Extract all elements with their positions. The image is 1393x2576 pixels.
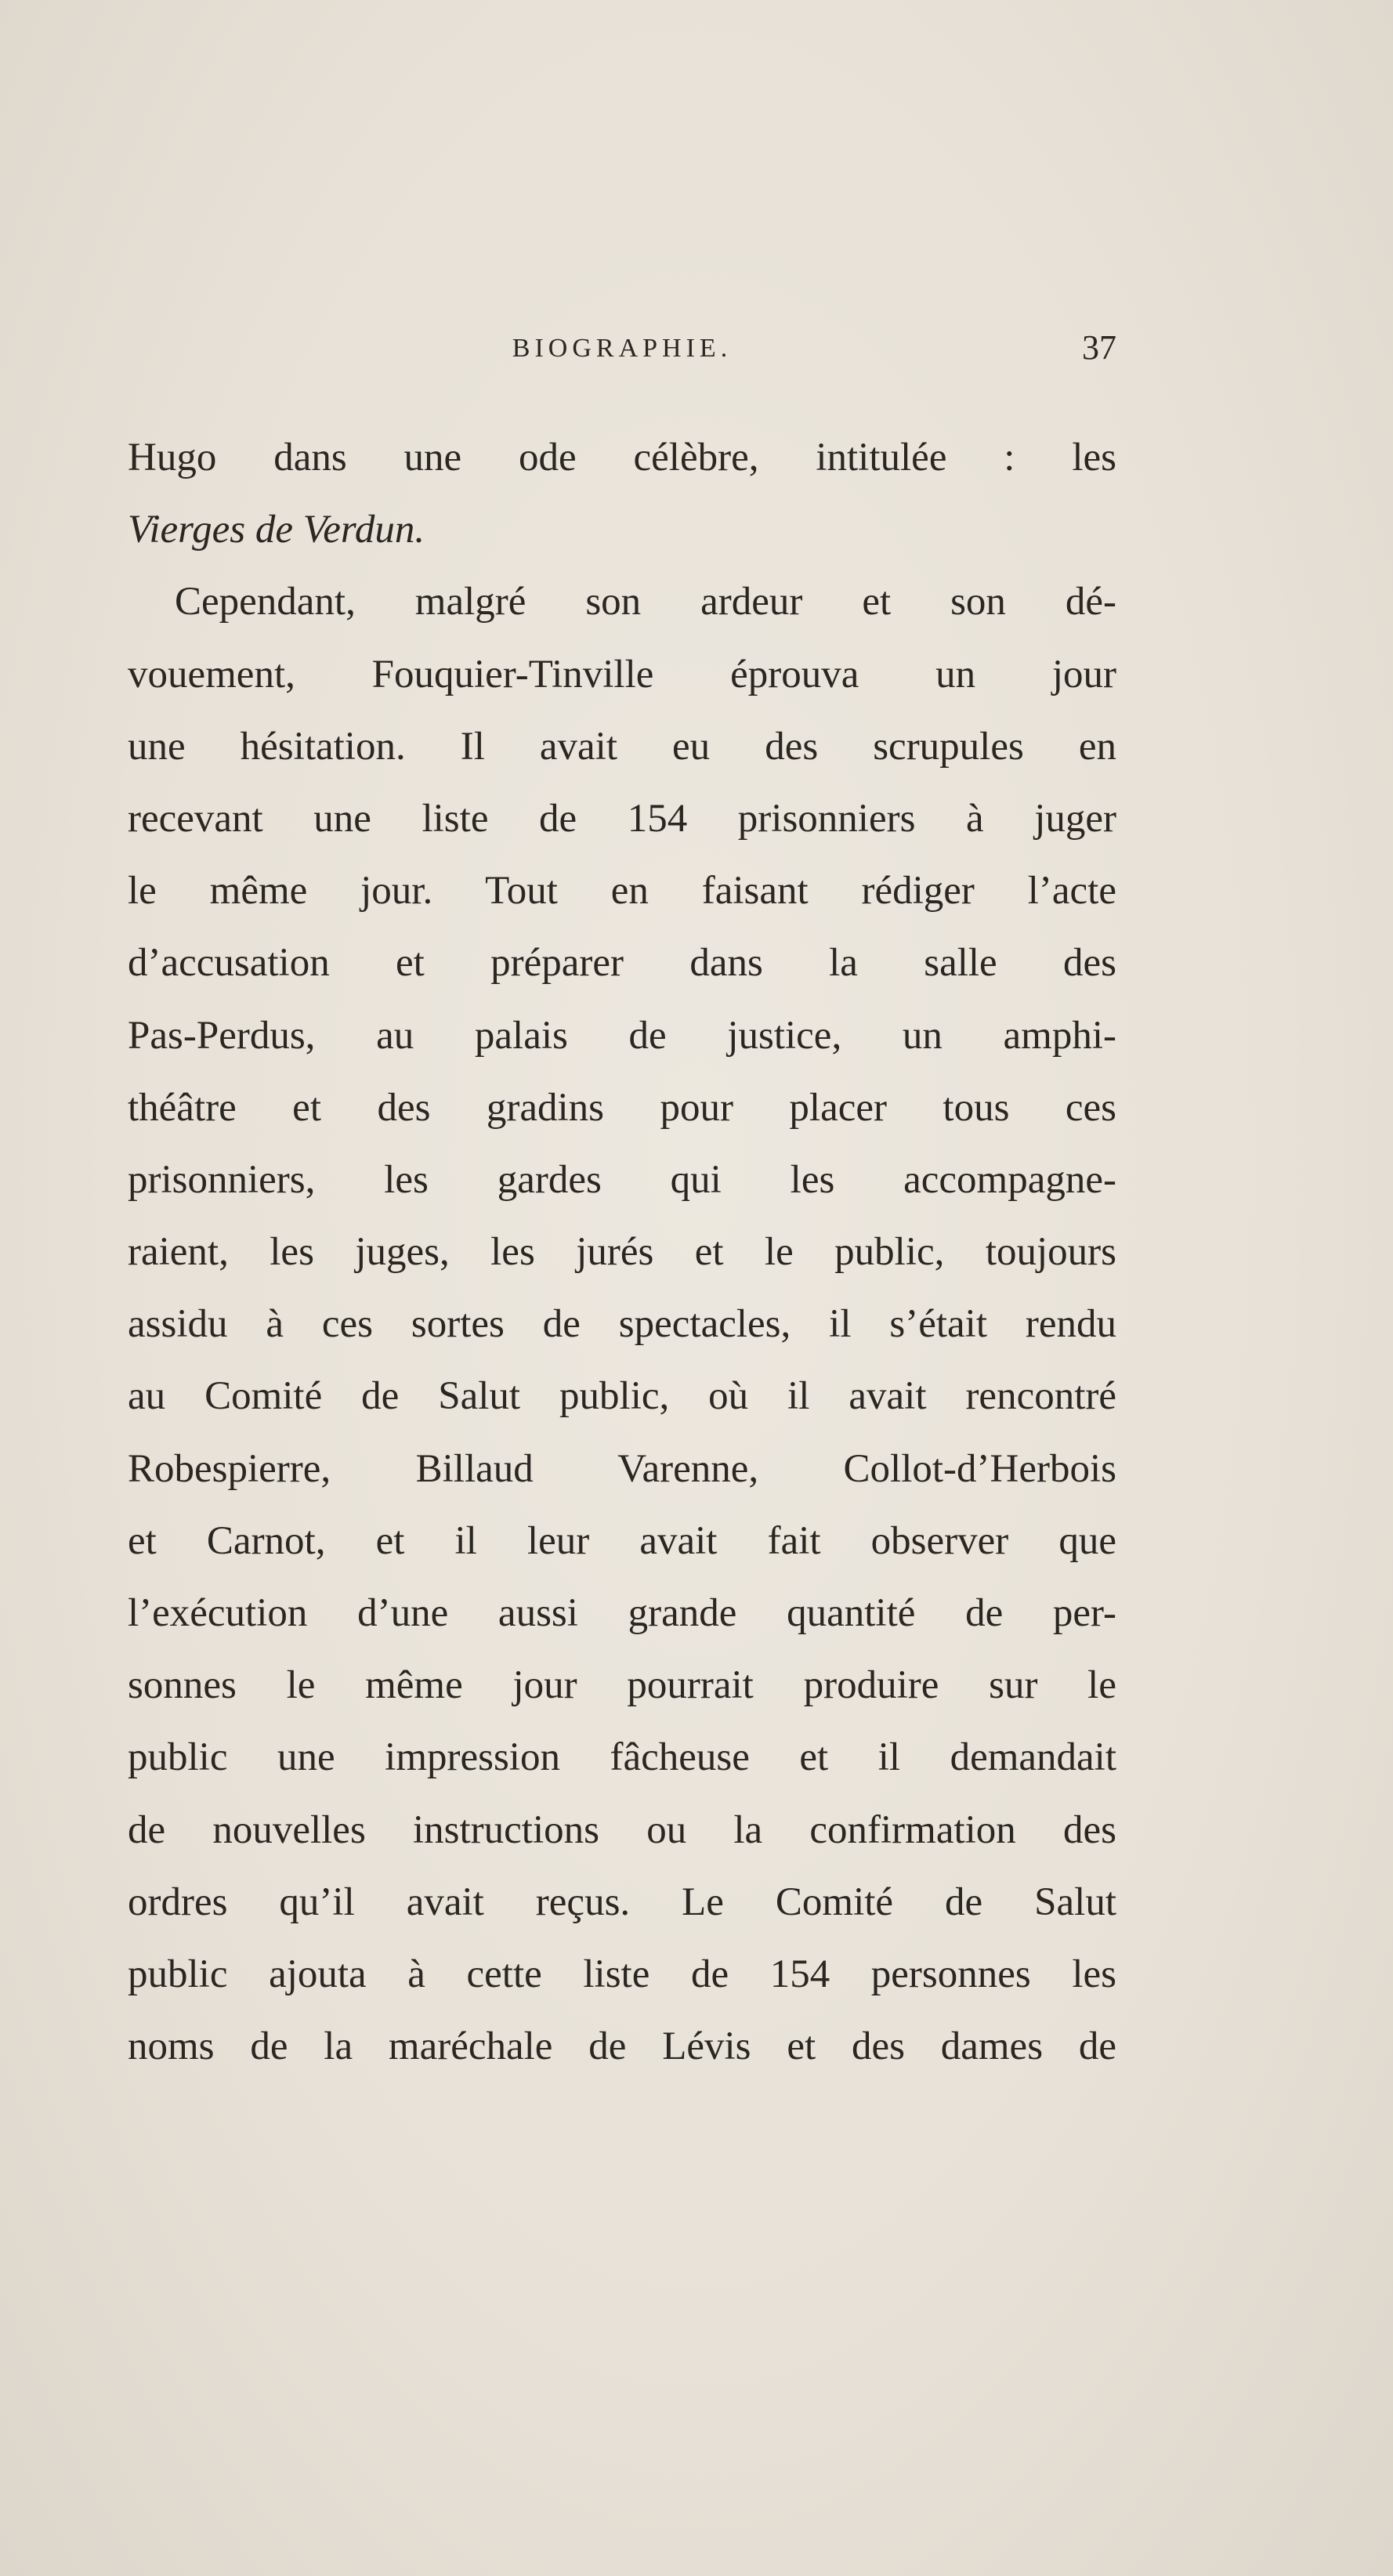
text-line: public une impression fâcheuse et il demandait [128,1735,1116,1780]
text-line: Hugo dans une ode célèbre, intitulée : les [128,436,1116,479]
text-line: ordres qu’il avait reçus. Le Comité de Salut [128,1880,1116,1924]
text-line: raient, les juges, les jurés et le public, toujours [128,1230,1116,1275]
text-line: noms de la maréchale de Lévis et des dames de [128,2024,1116,2069]
text-line: au Comité de Salut public, où il avait rencontré [128,1374,1116,1419]
running-head [128,327,1116,374]
text-line: d’accusation et préparer dans la salle des [128,941,1116,986]
text-line: Pas-Perdus, au palais de justice, un amphi- [128,1013,1116,1058]
text-line: recevant une liste de 154 prisonniers à juger [128,796,1116,841]
text-line: l’exécution d’une aussi grande quantité de per- [128,1591,1116,1635]
text-line: sonnes le même jour pourrait produire sur le [128,1663,1116,1708]
paragraph-first-line: Cependant, malgré son ardeur et son dé- [175,580,1116,624]
text-line: Robespierre, Billaud Varenne, Collot-d’Herbois [128,1446,1116,1491]
text-line: prisonniers, les gardes qui les accompagne- [128,1157,1116,1202]
text-line: public ajouta à cette liste de 154 personnes les [128,1952,1116,1996]
text-line: théâtre et des gradins pour placer tous ces [128,1085,1116,1130]
text-line-italic-title: Vierges de Verdun. [128,508,425,552]
text-line: de nouvelles instructions ou la confirmation des [128,1807,1116,1852]
body-text [128,421,1116,2082]
text-line: et Carnot, et il leur avait fait observer que [128,1518,1116,1563]
text-line: le même jour. Tout en faisant rédiger l’acte [128,869,1116,914]
text-line: assidu à ces sortes de spectacles, il s’était rendu [128,1302,1116,1347]
text-line: une hésitation. Il avait eu des scrupules en [128,724,1116,769]
page-number: 37 [1082,328,1116,367]
text-line: vouement, Fouquier-Tinville éprouva un jour [128,652,1116,696]
running-title: BIOGRAPHIE. [512,334,733,363]
